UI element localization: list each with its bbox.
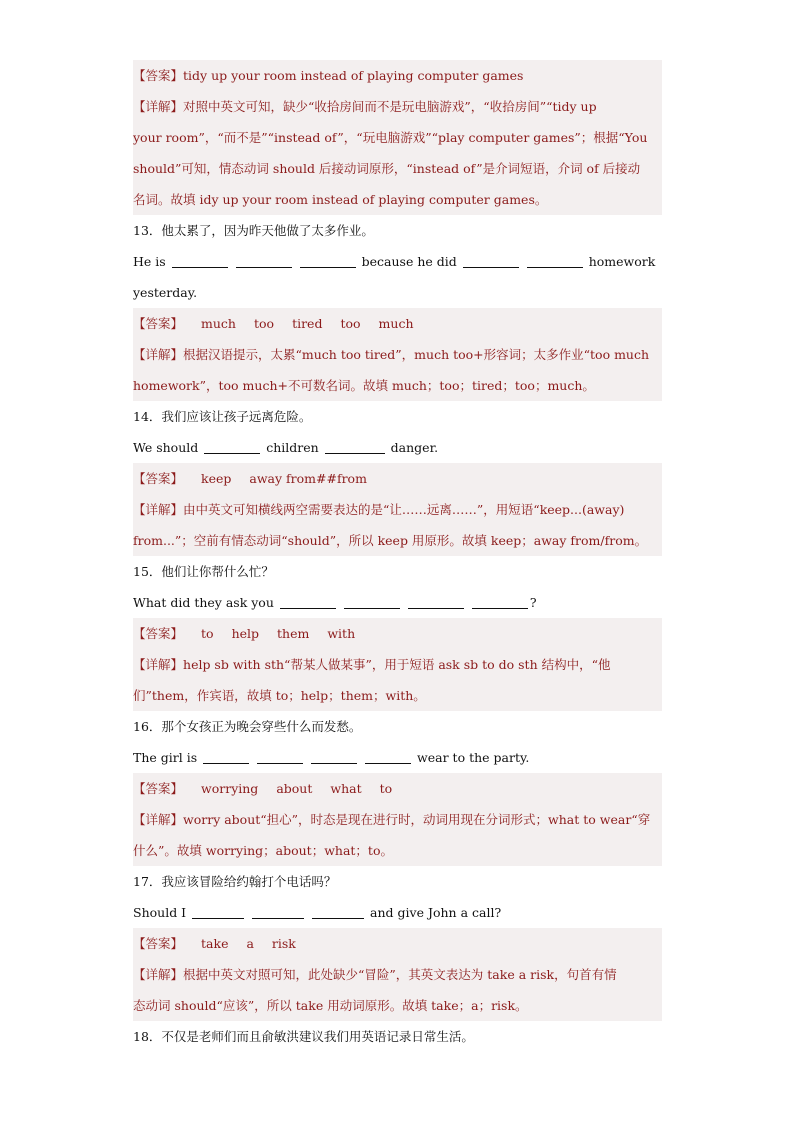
detail-line — [133, 122, 662, 153]
answer-tag: 【答案】 — [133, 936, 184, 951]
detail-tag: 【详解】 — [133, 502, 184, 517]
answer-tag: 【答案】 — [133, 471, 184, 486]
detail-line — [133, 959, 662, 990]
sentence-part: Should I — [133, 905, 187, 920]
answer-item: help — [231, 626, 260, 641]
answer-line — [133, 773, 662, 804]
worksheet-page — [133, 60, 662, 1052]
detail-text: worry about“担心”，时态是现在进行时，动词用现在分词形式；what to wear“穿 — [183, 812, 651, 827]
answer-item: worrying — [201, 781, 259, 796]
detail-line — [133, 153, 662, 184]
answer-item: take — [201, 936, 229, 951]
answer-item: much — [378, 316, 414, 331]
blank[interactable] — [325, 440, 385, 454]
question-15-sentence — [133, 587, 662, 618]
blank[interactable] — [365, 750, 411, 764]
detail-text: 什么”。故填 worrying；about；what；to。 — [133, 843, 393, 858]
detail-tag: 【详解】 — [133, 99, 184, 114]
detail-line — [133, 680, 662, 711]
sentence-part: We should — [133, 440, 199, 455]
blank[interactable] — [252, 905, 304, 919]
answer-item: risk — [271, 936, 296, 951]
answer-line — [133, 60, 662, 91]
detail-line — [133, 339, 662, 370]
sentence-part: and give John a call? — [370, 905, 502, 920]
blank[interactable] — [172, 254, 228, 268]
question-17-sentence — [133, 897, 662, 928]
answer-item: keep — [201, 471, 232, 486]
detail-text: 对照中英文可知，缺少“收拾房间而不是玩电脑游戏”，“收拾房间”“tidy up — [183, 99, 597, 114]
blank[interactable] — [257, 750, 303, 764]
answer-item: a — [246, 936, 254, 951]
detail-line — [133, 184, 662, 215]
blank[interactable] — [312, 905, 364, 919]
answer-tag: 【答案】 — [133, 781, 184, 796]
blank[interactable] — [472, 595, 528, 609]
question-16-title: 16．那个女孩正为晚会穿些什么而发愁。 — [133, 719, 362, 734]
question-13-sentence-cont: yesterday. — [133, 285, 198, 300]
answer-tag: 【答案】 — [133, 626, 184, 641]
sentence-part: children — [266, 440, 319, 455]
detail-line — [133, 370, 662, 401]
question-18-title: 18．不仅是老师们而且俞敏洪建议我们用英语记录日常生活。 — [133, 1029, 474, 1044]
detail-text: help sb with sth“帮某人做某事”，用于短语 ask sb to do sth 结构中，“他 — [183, 657, 611, 672]
answer-item: too — [340, 316, 361, 331]
sentence-part: because he did — [361, 254, 457, 269]
blank[interactable] — [192, 905, 244, 919]
answer-line — [133, 463, 662, 494]
detail-text: 们”them，作宾语，故填 to；help；them；with。 — [133, 688, 426, 703]
answer-item: with — [327, 626, 356, 641]
question-13-title: 13．他太累了，因为昨天他做了太多作业。 — [133, 223, 374, 238]
answer-item: to — [201, 626, 214, 641]
detail-tag: 【详解】 — [133, 812, 184, 827]
detail-text: 根据中英文对照可知，此处缺少“冒险”，其英文表达为 take a risk，句首有情 — [183, 967, 617, 982]
question-14-title: 14．我们应该让孩子远离危险。 — [133, 409, 312, 424]
answer-item: away from##from — [249, 471, 367, 486]
sentence-part: ? — [529, 595, 537, 610]
blank[interactable] — [203, 750, 249, 764]
sentence-part: homework — [588, 254, 656, 269]
answer-item: them — [277, 626, 310, 641]
answer-line — [133, 308, 662, 339]
answer-text: tidy up your room instead of playing computer games — [183, 68, 524, 83]
blank[interactable] — [280, 595, 336, 609]
answer-item: too — [253, 316, 275, 331]
detail-text: your room”，“而不是”“instead of”，“玩电脑游戏”“play computer games”；根据“You — [133, 130, 648, 145]
detail-text: 根据汉语提示，太累“much too tired”，much too+形容词；太多作业“too much — [183, 347, 650, 362]
question-16-sentence — [133, 742, 662, 773]
detail-tag: 【详解】 — [133, 967, 184, 982]
blank[interactable] — [300, 254, 356, 268]
detail-line — [133, 525, 662, 556]
detail-text: from...”；空前有情态动词“should”，所以 keep 用原形。故填 keep；away from/from。 — [133, 533, 648, 548]
answer-tag: 【答案】 — [133, 316, 184, 331]
detail-tag: 【详解】 — [133, 657, 184, 672]
answer-line — [133, 928, 662, 959]
answer-item: tired — [292, 316, 323, 331]
detail-tag: 【详解】 — [133, 347, 184, 362]
question-13-sentence — [133, 246, 662, 277]
detail-line — [133, 494, 662, 525]
answer-item: to — [379, 781, 393, 796]
answer-item: much — [201, 316, 236, 331]
question-17-title: 17．我应该冒险给约翰打个电话吗？ — [133, 874, 337, 889]
detail-text: should”可知，情态动词 should 后接动词原形，“instead of”是介词短语，介词 of 后接动 — [133, 161, 641, 176]
question-15-title: 15．他们让你帮什么忙？ — [133, 564, 274, 579]
sentence-part: The girl is — [133, 750, 198, 765]
blank[interactable] — [204, 440, 260, 454]
blank[interactable] — [408, 595, 464, 609]
detail-text: 由中英文可知横线两空需要表达的是“让……远离……”，用短语“keep...(away) — [183, 502, 625, 517]
answer-item: about — [276, 781, 313, 796]
detail-text: homework”，too much+不可数名词。故填 much；too；tired；too；much。 — [133, 378, 595, 393]
answer-item: what — [330, 781, 362, 796]
detail-line — [133, 804, 662, 835]
blank[interactable] — [527, 254, 583, 268]
detail-line — [133, 91, 662, 122]
blank[interactable] — [344, 595, 400, 609]
blank[interactable] — [236, 254, 292, 268]
detail-line — [133, 990, 662, 1021]
sentence-part: He is — [133, 254, 166, 269]
detail-text: 名词。故填 idy up your room instead of playing computer games。 — [133, 192, 548, 207]
blank[interactable] — [463, 254, 519, 268]
detail-line — [133, 649, 662, 680]
sentence-part: What did they ask you — [133, 595, 274, 610]
sentence-part: wear to the party. — [417, 750, 530, 765]
answer-tag: 【答案】 — [133, 68, 184, 83]
detail-text: 态动词 should“应该”，所以 take 用动词原形。故填 take；a；risk。 — [133, 998, 528, 1013]
answer-line — [133, 618, 662, 649]
sentence-part: danger. — [390, 440, 439, 455]
blank[interactable] — [311, 750, 357, 764]
detail-line — [133, 835, 662, 866]
question-14-sentence — [133, 432, 662, 463]
